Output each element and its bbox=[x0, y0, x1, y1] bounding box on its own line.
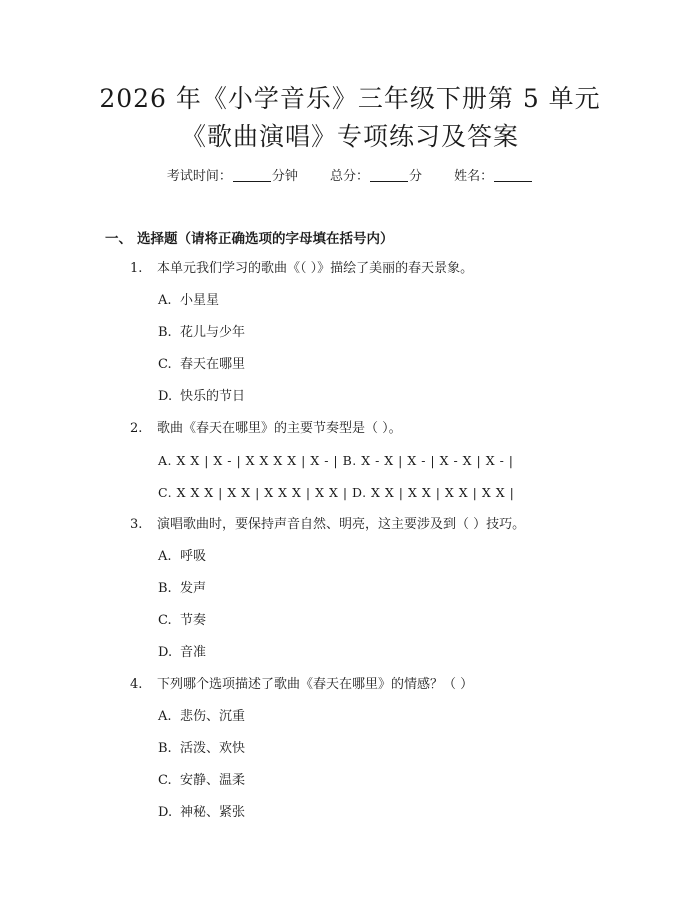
question-number: 2. bbox=[130, 421, 143, 436]
exam-time-blank[interactable] bbox=[233, 181, 271, 182]
question-1-stem bbox=[130, 260, 473, 278]
section-title: 选择题（请将正确选项的字母填在括号内） bbox=[137, 231, 394, 247]
question-text: 演唱歌曲时，要保持声音自然、明亮，这主要涉及到（ ）技巧。 bbox=[157, 517, 526, 532]
exam-time bbox=[167, 168, 298, 186]
question-3-option-d[interactable] bbox=[158, 644, 206, 662]
question-number: 3. bbox=[130, 517, 143, 532]
option-text: 神秘、紧张 bbox=[180, 805, 246, 820]
question-text: 本单元我们学习的歌曲《（ ）》描绘了美丽的春天景象。 bbox=[157, 261, 474, 276]
exam-info-row bbox=[0, 168, 700, 186]
student-name-blank[interactable] bbox=[494, 181, 532, 182]
option-letter: B. bbox=[158, 325, 172, 340]
option-text: 安静、温柔 bbox=[180, 773, 246, 788]
option-text: 呼吸 bbox=[180, 549, 207, 564]
total-score-blank[interactable] bbox=[370, 181, 408, 182]
option-letter: C. bbox=[158, 773, 172, 788]
question-1-option-a[interactable] bbox=[158, 292, 219, 310]
exam-time-unit: 分钟 bbox=[271, 169, 298, 184]
option-letter: D. bbox=[158, 645, 173, 660]
option-text: 花儿与少年 bbox=[180, 325, 246, 340]
option-letter: B. bbox=[158, 741, 172, 756]
option-text: 悲伤、沉重 bbox=[180, 709, 246, 724]
question-number: 1. bbox=[130, 261, 143, 276]
question-1-option-d[interactable] bbox=[158, 388, 245, 406]
option-letter: A. bbox=[158, 709, 172, 724]
option-text: 小星星 bbox=[180, 293, 220, 308]
option-letter: D. bbox=[158, 805, 173, 820]
question-3-stem bbox=[130, 516, 525, 534]
question-2-rhythm-options-cd[interactable]: C. X X X | X X | X X X | X X | D. X X | X X | X X | X X | bbox=[158, 485, 515, 500]
option-letter: B. bbox=[158, 581, 172, 596]
student-name-label: 姓名： bbox=[454, 169, 494, 184]
question-2-stem bbox=[130, 420, 402, 438]
option-letter: C. bbox=[158, 357, 172, 372]
question-2-rhythm-options-ab[interactable]: A. X X | X - | X X X X | X - | B. X - X | X - | X - X | X - | bbox=[158, 453, 514, 468]
option-text: 快乐的节日 bbox=[180, 389, 246, 404]
question-4-option-b[interactable] bbox=[158, 740, 245, 758]
question-number: 4. bbox=[130, 677, 143, 692]
page-title-line1: 2026 年《小学音乐》三年级下册第 5 单元 bbox=[99, 84, 601, 113]
question-3-option-a[interactable] bbox=[158, 548, 206, 566]
option-letter: A. bbox=[158, 293, 172, 308]
question-4-option-a[interactable] bbox=[158, 708, 245, 726]
option-letter: C. bbox=[158, 613, 172, 628]
option-text: 活泼、欢快 bbox=[180, 741, 246, 756]
student-name bbox=[454, 168, 533, 186]
page-title-line2: 《歌曲演唱》专项练习及答案 bbox=[180, 122, 519, 151]
question-1-option-c[interactable] bbox=[158, 356, 245, 374]
option-letter: D. bbox=[158, 389, 173, 404]
question-text: 歌曲《春天在哪里》的主要节奏型是（ ）。 bbox=[157, 421, 402, 436]
option-letter: A. bbox=[158, 549, 172, 564]
option-text: 发声 bbox=[180, 581, 207, 596]
question-4-stem bbox=[130, 676, 473, 694]
question-4-option-c[interactable] bbox=[158, 772, 245, 790]
section-number: 一、 bbox=[105, 231, 132, 247]
exam-time-label: 考试时间： bbox=[166, 169, 232, 184]
option-text: 春天在哪里 bbox=[180, 357, 246, 372]
option-text: 节奏 bbox=[180, 613, 207, 628]
section-heading-choice bbox=[105, 230, 394, 248]
total-score-label: 总分： bbox=[329, 169, 369, 184]
question-text: 下列哪个选项描述了歌曲《春天在哪里》的情感？（ ） bbox=[157, 677, 474, 692]
option-text: 音准 bbox=[180, 645, 207, 660]
total-score-unit: 分 bbox=[409, 169, 423, 184]
question-3-option-c[interactable] bbox=[158, 612, 206, 630]
question-3-option-b[interactable] bbox=[158, 580, 206, 598]
total-score bbox=[330, 168, 422, 186]
question-4-option-d[interactable] bbox=[158, 804, 245, 822]
question-1-option-b[interactable] bbox=[158, 324, 245, 342]
